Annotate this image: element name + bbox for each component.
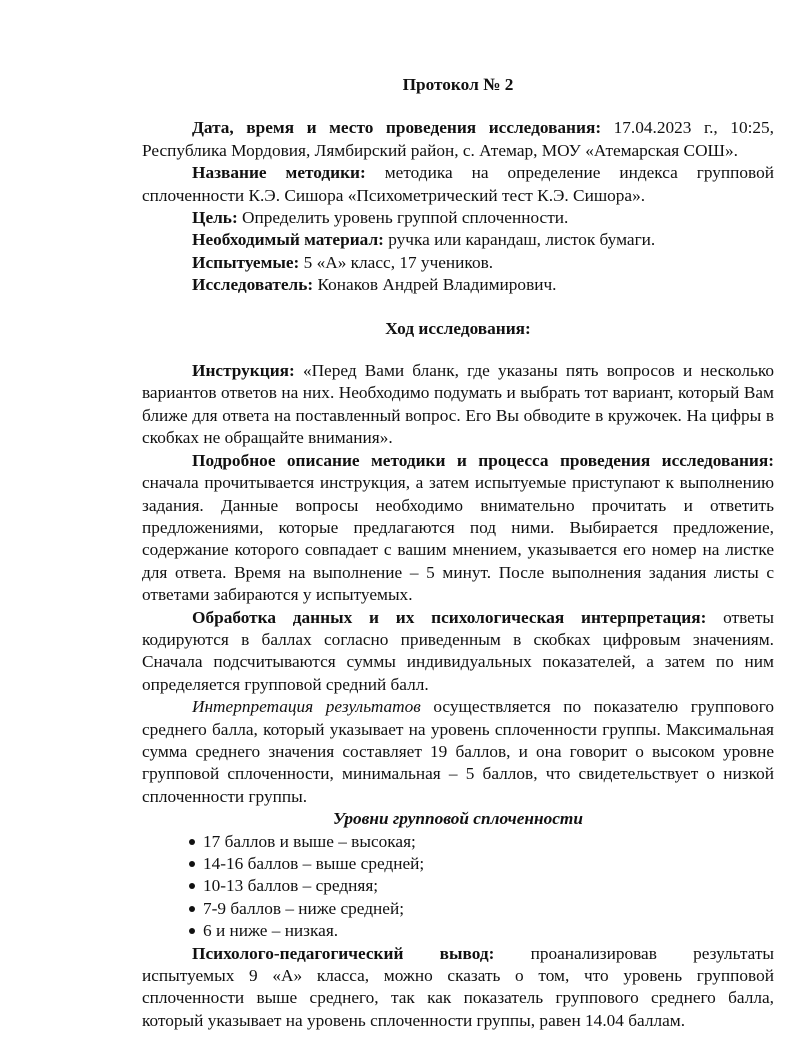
- researcher-label: Исследователь:: [192, 275, 314, 295]
- list-item: 6 и ниже – низкая.: [189, 920, 774, 942]
- date-paragraph: [142, 117, 774, 162]
- conclusion-text: проанализировав результаты испытуемых 9 «А» класса, можно сказать о том, что уровень групповой сплоченности выше среднего, так как показатель группового среднего балла, который указывает на уровень сплоченности группы, равен 14.04 баллам.: [142, 943, 774, 1030]
- processing-label: Обработка данных и их психологическая интерпретация:: [192, 607, 707, 627]
- conclusion-label: Психолого-педагогический вывод:: [192, 943, 495, 963]
- method-label: Название методики:: [192, 163, 366, 183]
- material-label: Необходимый материал:: [192, 230, 384, 250]
- researcher-paragraph: [142, 274, 774, 296]
- list-item: 17 баллов и выше – высокая;: [189, 831, 774, 853]
- list-item: 7-9 баллов – ниже средней;: [189, 898, 774, 920]
- subjects-value: 5 «А» класс, 17 учеников.: [299, 252, 494, 272]
- instruction-text: «Перед Вами бланк, где указаны пять вопросов и несколько вариантов ответов на них. Необходимо подумать и выбрать тот вариант, который Вам ближе для ответа на поставленный вопрос. Его Вы обводите в кружочек. На цифры в скобках не обращайте внимания».: [142, 361, 774, 448]
- subjects-paragraph: [142, 252, 774, 274]
- levels-list: [142, 831, 774, 943]
- instruction-paragraph: [142, 360, 774, 450]
- goal-paragraph: [142, 207, 774, 229]
- date-label: Дата, время и место проведения исследования:: [192, 118, 602, 138]
- method-paragraph: [142, 162, 774, 207]
- interpretation-label: Интерпретация результатов: [192, 697, 421, 717]
- goal-label: Цель:: [192, 208, 238, 228]
- description-paragraph: [142, 450, 774, 607]
- conclusion-paragraph: [142, 943, 774, 1033]
- researcher-value: Конаков Андрей Владимирович.: [313, 275, 557, 295]
- method-value: методика на определение индекса групповой сплоченности К.Э. Сишора «Психометрический тест К.Э. Сишора».: [142, 163, 774, 205]
- processing-text: ответы кодируются в баллах согласно приведенным в скобках цифровым значениям. Сначала подсчитываются суммы индивидуальных показателей, а затем по ним определяется групповой средний балл.: [142, 607, 774, 694]
- interpretation-text: осуществляется по показателю группового среднего балла, который указывает на уровень сплоченности группы. Максимальная сумма среднего значения составляет 19 баллов, и она говорит о высоком уровне групповой сплоченности, минимальная – 5 баллов, что свидетельствует о низкой сплоченности группы.: [142, 697, 774, 806]
- material-paragraph: [142, 229, 774, 251]
- instruction-label: Инструкция:: [192, 361, 295, 381]
- subjects-label: Испытуемые:: [192, 252, 300, 272]
- processing-paragraph: [142, 607, 774, 697]
- section-title: Ход исследования:: [385, 318, 531, 338]
- description-text: сначала прочитывается инструкция, а затем испытуемые приступают к выполнению задания. Данные вопросы необходимо внимательно прочитать и ответить предложениями, которые предлагаются под ними. Выбирается предложение, содержание которого совпадает с вашим мнением, указывается его номер на листке для ответа. Время на выполнение – 5 минут. После выполнения задания листы с ответами забираются у испытуемых.: [142, 473, 774, 605]
- date-value: 17.04.2023 г., 10:25, Республика Мордовия, Лямбирский район, с. Атемар, МОУ «Атемарская СОШ».: [142, 118, 774, 160]
- interpretation-paragraph: [142, 696, 774, 808]
- list-item: 14-16 баллов – выше средней;: [189, 853, 774, 875]
- page-title: Протокол № 2: [402, 75, 514, 94]
- list-item: 10-13 баллов – средняя;: [189, 875, 774, 897]
- levels-title: Уровни групповой сплоченности: [333, 809, 583, 829]
- description-label: Подробное описание методики и процесса проведения исследования:: [192, 450, 774, 470]
- goal-value: Определить уровень группой сплоченности.: [237, 208, 569, 228]
- material-value: ручка или карандаш, листок бумаги.: [383, 230, 656, 250]
